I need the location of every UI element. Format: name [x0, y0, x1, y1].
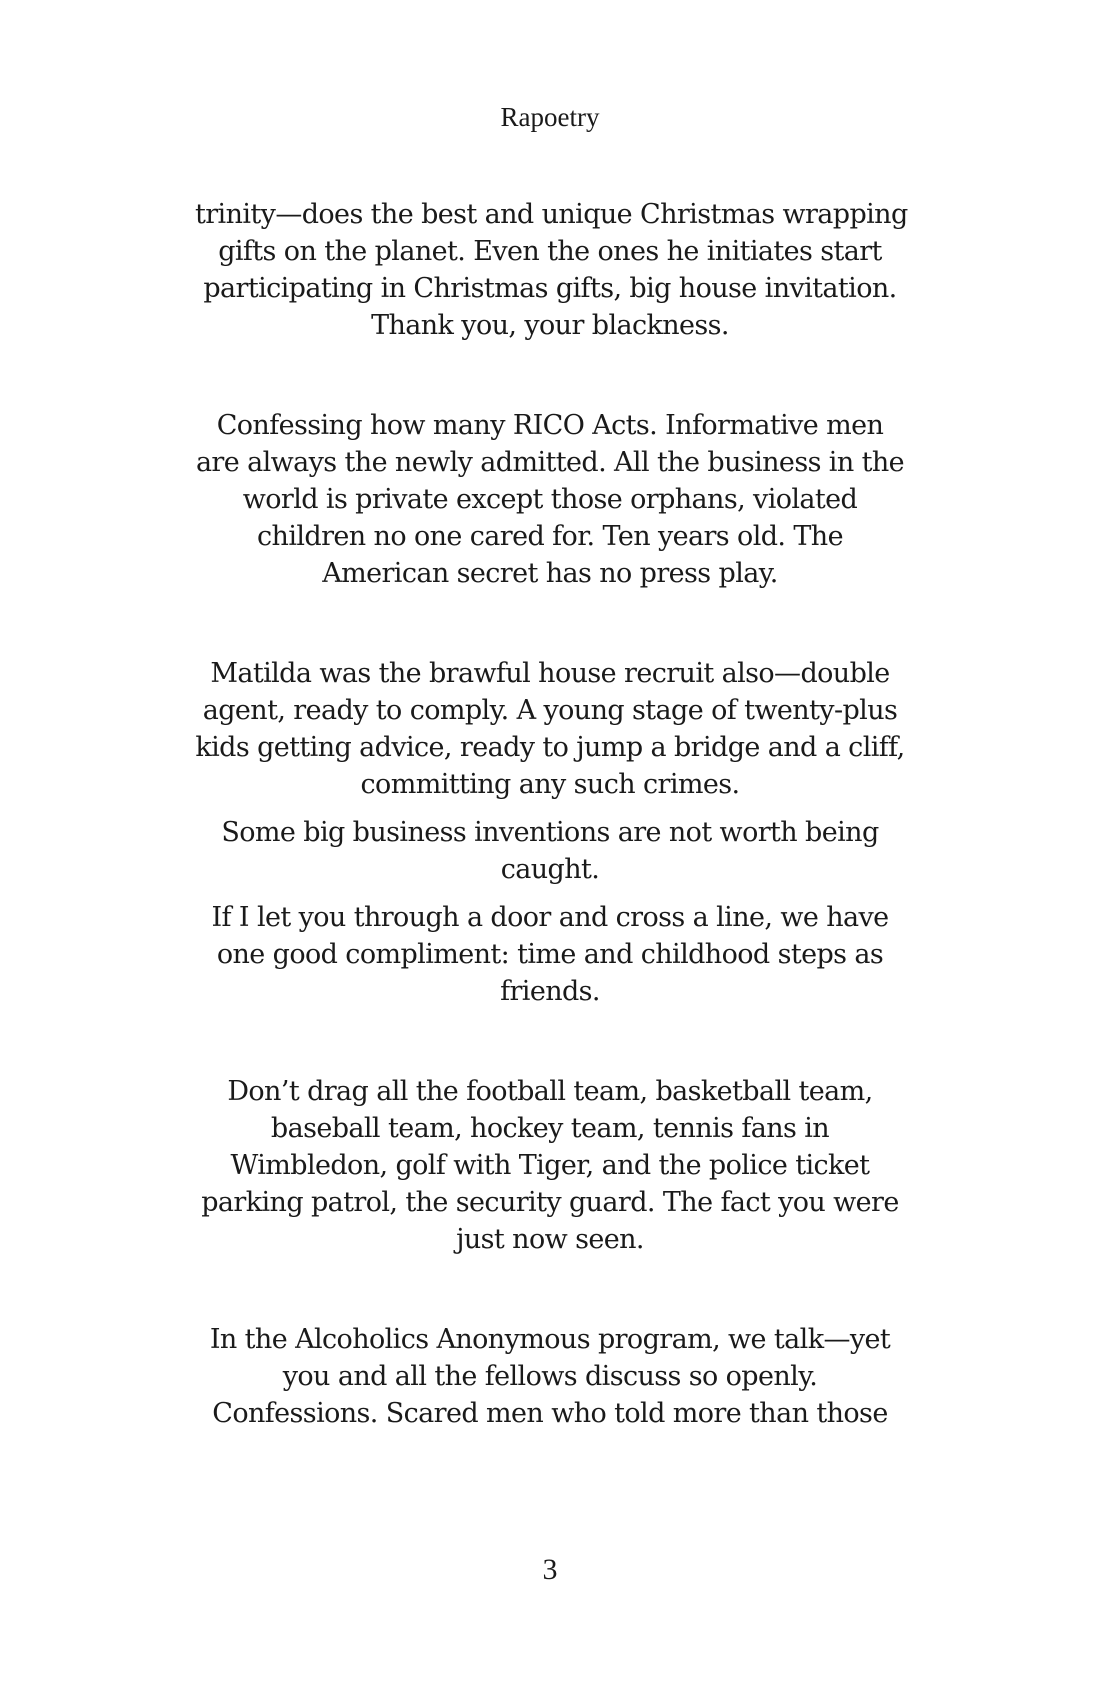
text-line: you and all the fellows discuss so openly.: [282, 1361, 818, 1392]
text-line: are always the newly admitted. All the business in the: [195, 447, 905, 478]
text-line: world is private except those orphans, violated: [242, 484, 858, 515]
paragraph: [195, 899, 905, 1010]
text-line: children no one cared for. Ten years old. The: [257, 521, 843, 552]
text-line: participating in Christmas gifts, big house invitation.: [203, 273, 897, 304]
paragraph: [195, 814, 905, 888]
text-line: friends.: [500, 976, 600, 1007]
running-header: Rapoetry: [500, 102, 600, 132]
stanza: [195, 1321, 905, 1432]
text-line: Thank you, your blackness.: [371, 310, 729, 341]
text-line: Confessing how many RICO Acts. Informative men: [216, 410, 884, 441]
text-line: Don’t drag all the football team, basketball team,: [227, 1076, 873, 1107]
page-number: 3: [542, 1553, 558, 1586]
paragraph: [195, 1073, 905, 1258]
text-line: trinity—does the best and unique Christmas wrapping: [195, 199, 908, 230]
text-line: agent, ready to comply. A young stage of twenty-plus: [202, 695, 898, 726]
paragraph: [195, 1321, 905, 1432]
text-line: In the Alcoholics Anonymous program, we talk—yet: [209, 1324, 891, 1355]
body-text: [195, 196, 908, 1495]
stanza: [195, 1073, 905, 1258]
paragraph: [195, 196, 908, 344]
text-line: gifts on the planet. Even the ones he initiates start: [218, 236, 882, 267]
stanza: [195, 655, 905, 1010]
text-line: committing any such crimes.: [360, 769, 740, 800]
paragraph: [195, 407, 905, 592]
paragraph: [195, 655, 905, 803]
text-line: parking patrol, the security guard. The fact you were: [201, 1187, 899, 1218]
stanza: [195, 196, 908, 344]
text-line: Matilda was the brawful house recruit also—double: [210, 658, 890, 689]
stanza: [195, 407, 905, 592]
text-line: just now seen.: [456, 1224, 644, 1255]
text-line: Some big business inventions are not worth being: [221, 817, 879, 848]
text-line: one good compliment: time and childhood steps as: [216, 939, 884, 970]
text-line: American secret has no press play.: [322, 558, 778, 589]
text-line: baseball team, hockey team, tennis fans in: [270, 1113, 830, 1144]
text-line: Wimbledon, golf with Tiger, and the police ticket: [230, 1150, 870, 1181]
text-line: Confessions. Scared men who told more than those: [212, 1398, 888, 1429]
text-line: kids getting advice, ready to jump a bridge and a cliff,: [195, 732, 905, 763]
text-line: caught.: [500, 854, 600, 885]
text-line: If I let you through a door and cross a line, we have: [211, 902, 889, 933]
